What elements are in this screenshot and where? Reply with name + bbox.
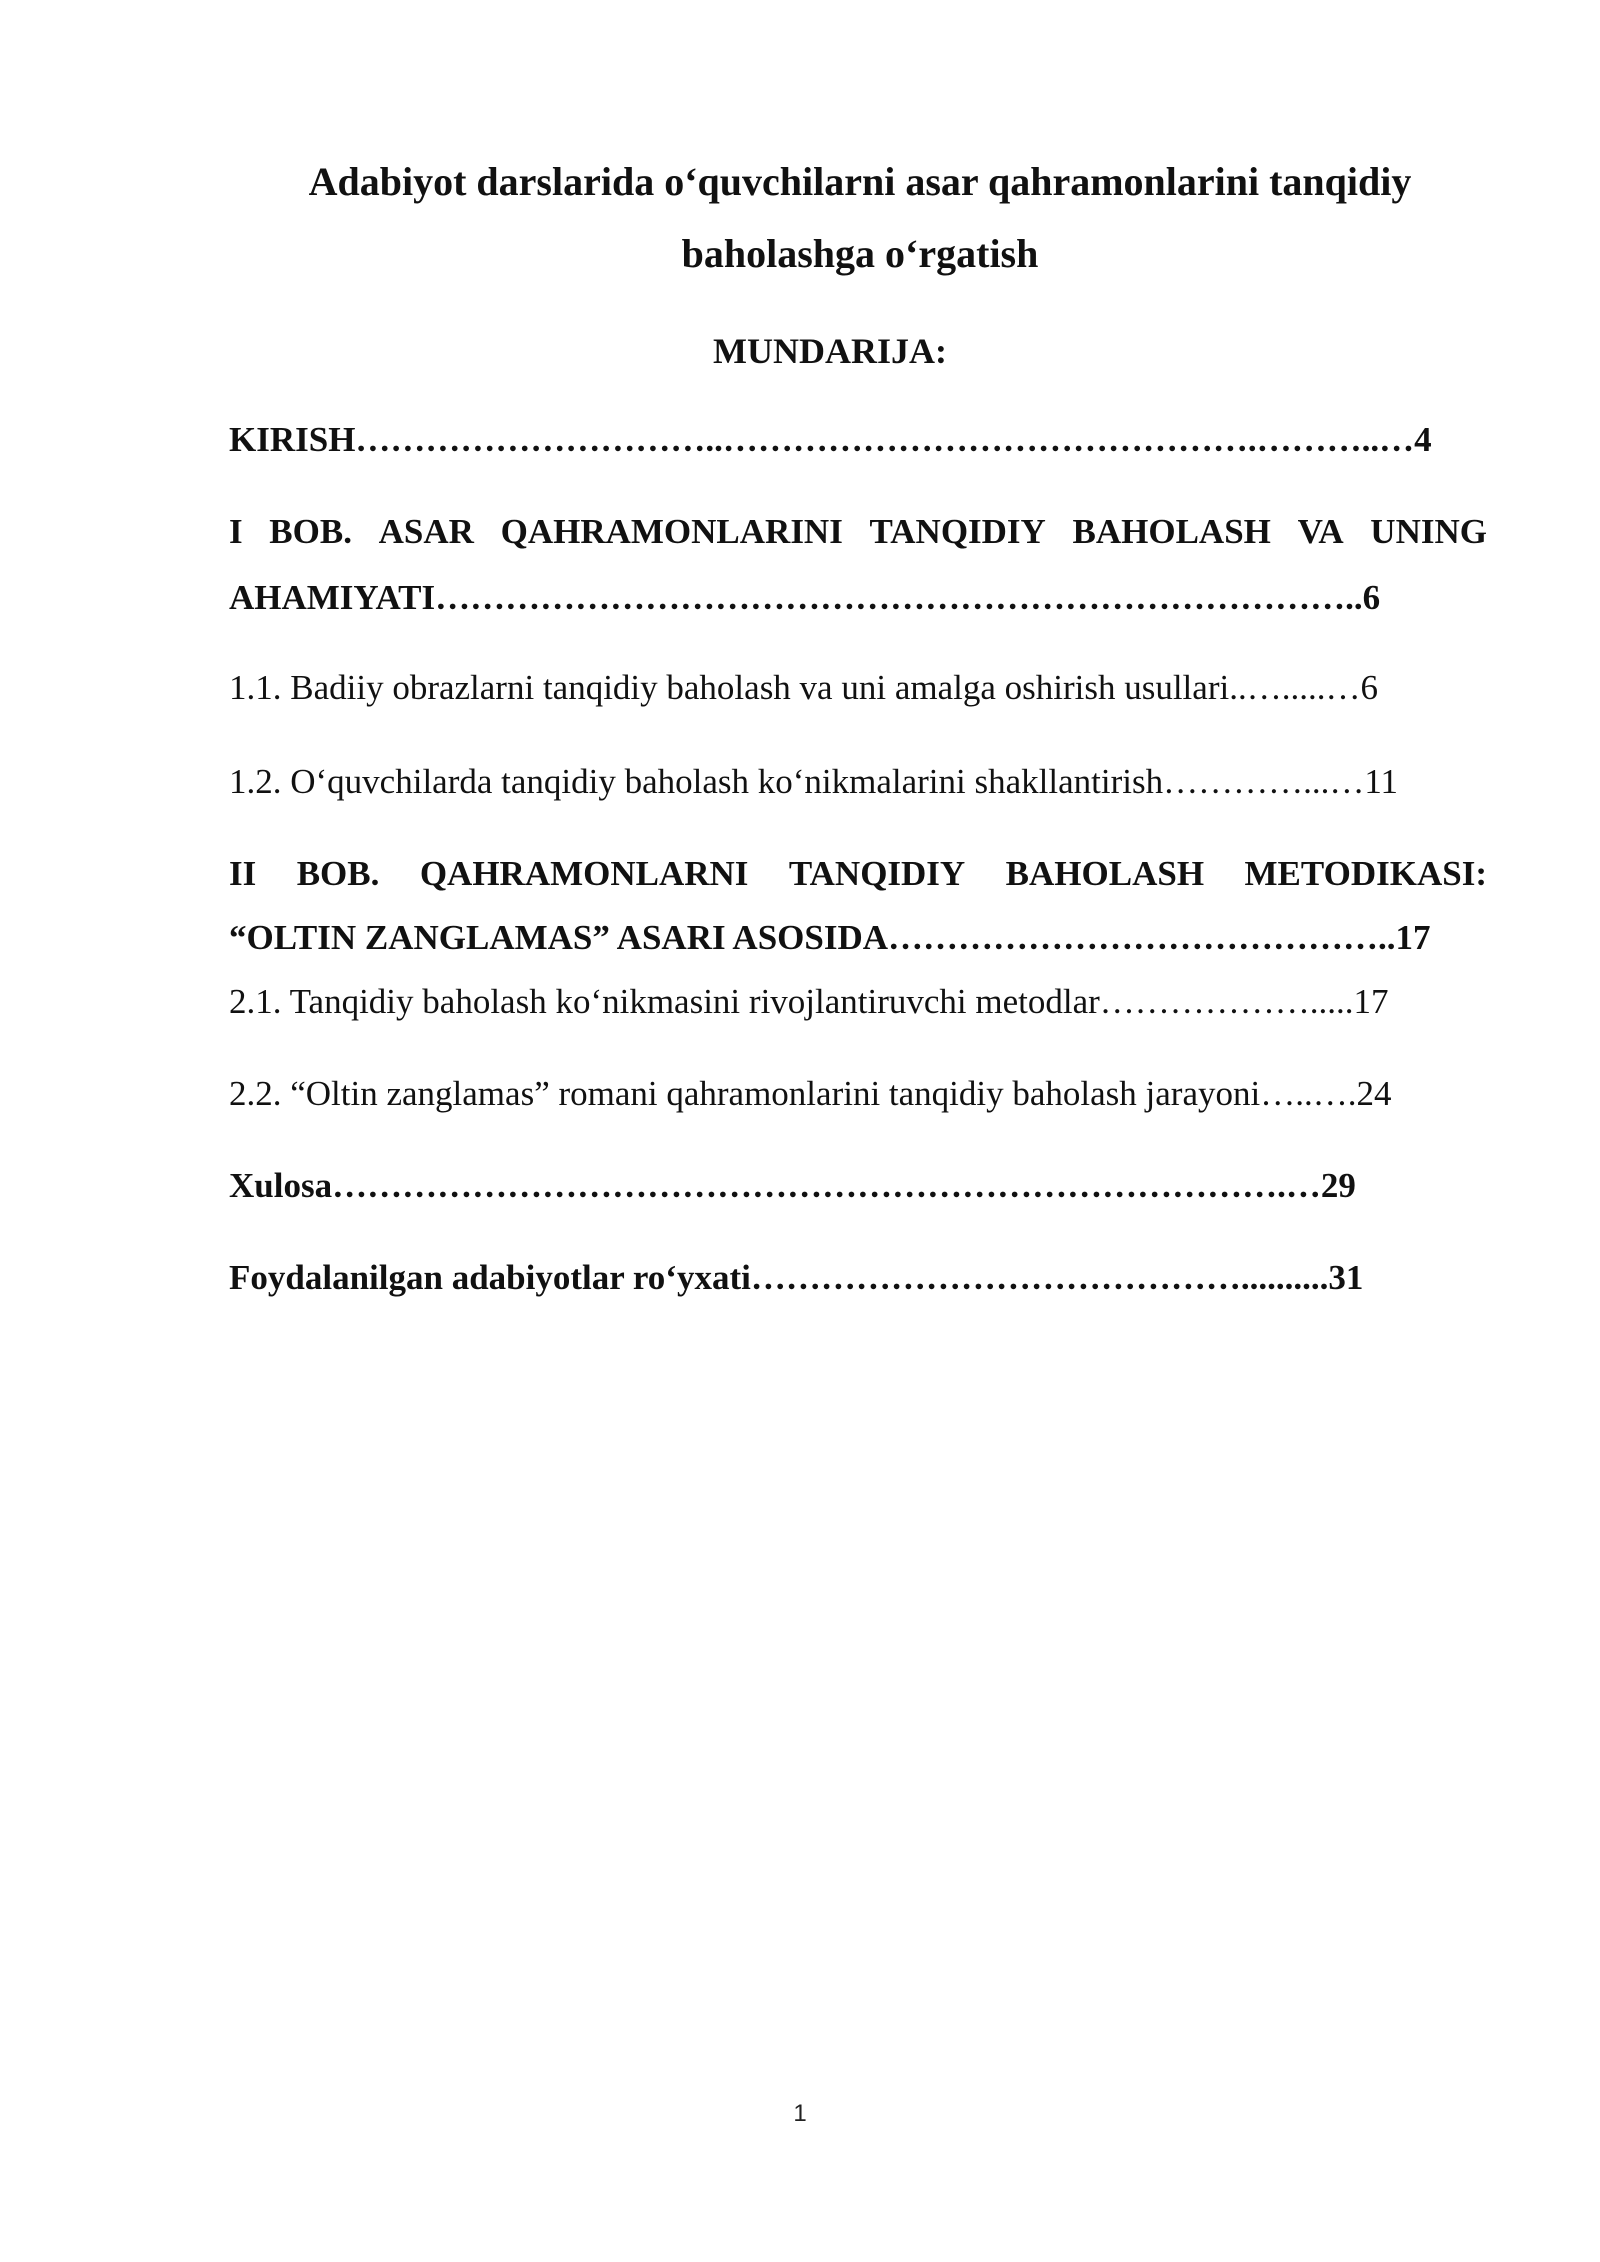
document-title: [200, 146, 1520, 290]
toc-entry-chapter-1-line-2: AHAMIYATI……………………………………………………………………..6: [229, 578, 1381, 617]
toc-entry-chapter-2-line-2: “OLTIN ZANGLAMAS” ASARI ASOSIDA……………………………………..17: [229, 918, 1431, 957]
toc-word: BAHOLASH: [1072, 512, 1271, 551]
toc-entry-chapter-1-line-1: [229, 512, 1487, 552]
toc-entry-section-2-2: 2.2. “Oltin zanglamas” romani qahramonlarini tanqidiy baholash jarayoni…..….24: [229, 1074, 1392, 1113]
toc-word: TANQIDIY: [788, 854, 966, 893]
toc-entry-chapter-2-line-1: [229, 854, 1487, 894]
toc-word: TANQIDIY: [869, 512, 1046, 551]
toc-word: BAHOLASH: [1005, 854, 1205, 893]
toc-word: VA: [1297, 512, 1344, 551]
toc-word: QAHRAMONLARINI: [500, 512, 843, 551]
toc-word: QAHRAMONLARNI: [419, 854, 749, 893]
toc-word: UNING: [1370, 512, 1487, 551]
title-line-1: Adabiyot darslarida o‘quvchilarni asar qahramonlarini tanqidiy: [308, 159, 1412, 204]
toc-entry-conclusion: Xulosa……………………………………………………………………….…29: [229, 1166, 1356, 1205]
toc-entry-section-1-2: 1.2. O‘quvchilarda tanqidiy baholash ko‘nikmalarini shakllantirish…………...…11: [229, 762, 1399, 801]
toc-word: METODIKASI:: [1244, 854, 1487, 893]
contents-heading: MUNDARIJA:: [713, 331, 947, 371]
toc-entry-section-2-1: 2.1. Tanqidiy baholash ko‘nikmasini rivojlantiruvchi metodlar……………….....17: [229, 982, 1389, 1021]
toc-entry-intro: KIRISH…………………………..……………………………………….………..…4: [229, 420, 1432, 459]
toc-entry-references: Foydalanilgan adabiyotlar ro‘yxati……………………………………..........31: [229, 1258, 1364, 1297]
toc-entry-section-1-1: 1.1. Badiiy obrazlarni tanqidiy baholash va uni amalga oshirish usullari..….....…6: [229, 668, 1378, 707]
toc-word: II: [229, 854, 257, 893]
toc-word: BOB.: [296, 854, 380, 893]
page-number: 1: [793, 2100, 807, 2127]
toc-word: ASAR: [378, 512, 474, 551]
toc-word: BOB.: [269, 512, 352, 551]
toc-word: I: [229, 512, 243, 551]
title-line-2: baholashga o‘rgatish: [681, 231, 1039, 276]
